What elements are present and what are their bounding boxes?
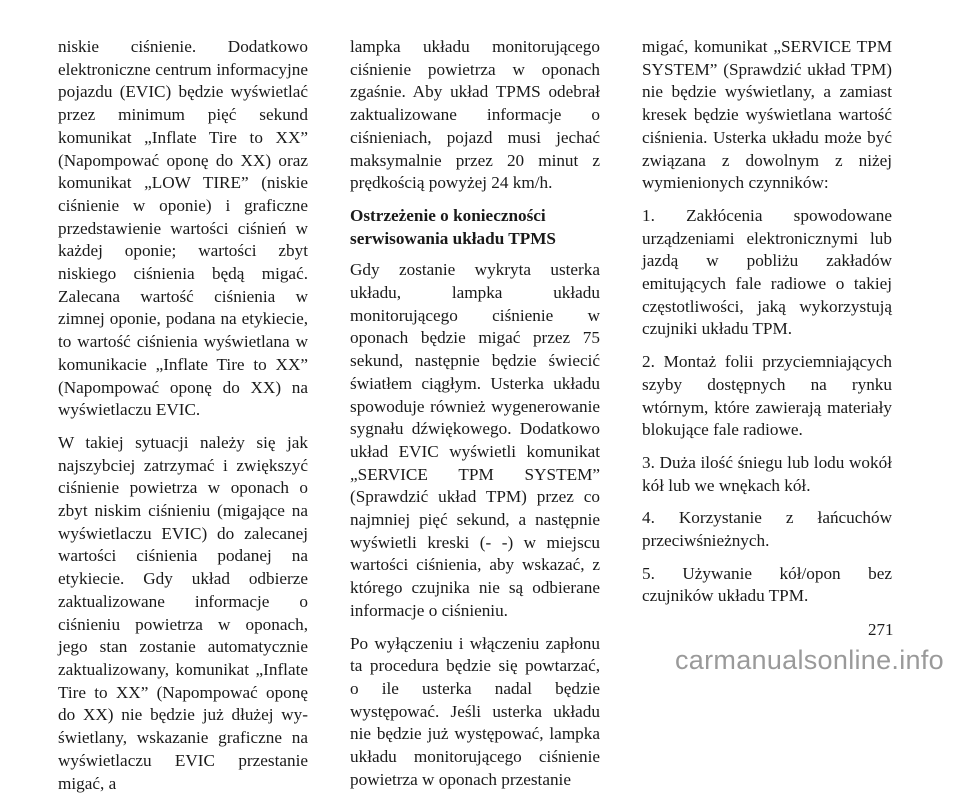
body-paragraph: lampka układu monitorującego ciśnienie powietrza w oponach zgaśnie. Aby układ TPMS odebrał zaktualizowane informacje o ciśnieniach, pojazd musi jechać maksymalnie przez 20 minut z prędkością powyżej 24 km/h. <box>350 37 600 193</box>
list-item: 3. Duża ilość śniegu lub lodu wokół kół lub we wnękach kół. <box>642 452 892 495</box>
list-item: 5. Używanie kół/opon bez czujników układu TPM. <box>642 563 892 606</box>
body-paragraph: W takiej sytuacji należy się jak najszybciej zatrzymać i zwiększyć ciśnienie powietrza w oponach o zbyt niskim ciśnieniu (migające na wyświetlaczu EVIC) do zalecanej wartości ciśnienia podanej na etykiecie. Gdy układ odbierze zaktualizowane informacje o ciśnieniu powietrza w oponach, jego stan zostanie automatycznie zaktualizowany, komunikat „Inflate Tire to XX” (Napompować oponę do XX) nie będzie już dłużej wyświetlany, wskazanie graficzne na wyświetlaczu EVIC przestanie migać, a <box>58 432 308 793</box>
section-heading: Ostrzeżenie o konieczności serwisowania układu TPMS <box>350 205 556 248</box>
body-paragraph: niskie ciśnienie. Dodatkowo elektroniczne centrum informacyjne pojazdu (EVIC) będzie wyświetlać przez minimum pięć sekund komunikat „Inflate Tire to XX” (Napompować oponę do XX) oraz komunikat „LOW TIRE” (niskie ciśnienie w oponie) i graficzne przedstawienie wartości ciśnień w każdej oponie; wartości zbyt niskiego ciśnienia będą migać. Zalecana wartość ciśnienia w zimnej oponie, podana na etykiecie, to wartość ciśnienia wyświetlana w komunikacie „Inflate Tire to XX” (Napompować oponę do XX) na wyświetlaczu EVIC. <box>58 37 308 420</box>
right-column <box>642 36 892 618</box>
body-paragraph: Po wyłączeniu i włączeniu zapłonu ta procedura będzie się powtarzać, o ile usterka nadal będzie występować. Jeśli usterka układu nie będzie już występować, lampka układu monitorującego ciśnienie powietrza w oponach przestanie <box>350 633 600 789</box>
middle-column <box>350 36 600 802</box>
body-paragraph: Gdy zostanie wykryta usterka układu, lampka układu monitorującego ciśnienie w oponach będzie migać przez 75 sekund, następnie będzie świecić światłem ciągłym. Usterka układu spowoduje również wygenerowanie sygnału dźwiękowego. Dodatkowo układ EVIC wyświetli komunikat „SERVICE TPM SYSTEM” (Sprawdzić układ TPM) przez co najmniej pięć sekund, a następnie wyświetli kreski (- -) w miejscu wartości ciśnienia, aby wskazać, z którego czujnika nie są odbierane informacje o ciśnieniu. <box>350 260 600 620</box>
list-item: 1. Zakłócenia spowodowane urządzeniami elektronicznymi lub jazdą w pobliżu zakładów emitujących fale radiowe o takiej częstotliwości, jaką wykorzystują czujniki układu TPM. <box>642 205 892 339</box>
left-column <box>58 36 308 805</box>
list-item: 4. Korzystanie z łańcuchów przeciwśnieżnych. <box>642 508 892 551</box>
watermark: carmanualsonline.info <box>675 645 944 675</box>
body-paragraph: migać, komunikat „SERVICE TPM SYSTEM” (Sprawdzić układ TPM) nie będzie wyświetlany, a zamiast kresek będzie wyświetlana wartość ciśnienia. Usterka układu może być związana z dowolnym z niżej wymienionych czynników: <box>642 37 892 193</box>
page-number: 271 <box>868 620 894 639</box>
list-item: 2. Montaż folii przyciemniających szyby dostępnych na rynku wtórnym, które zawierają materiały blokujące fale radiowe. <box>642 352 892 440</box>
